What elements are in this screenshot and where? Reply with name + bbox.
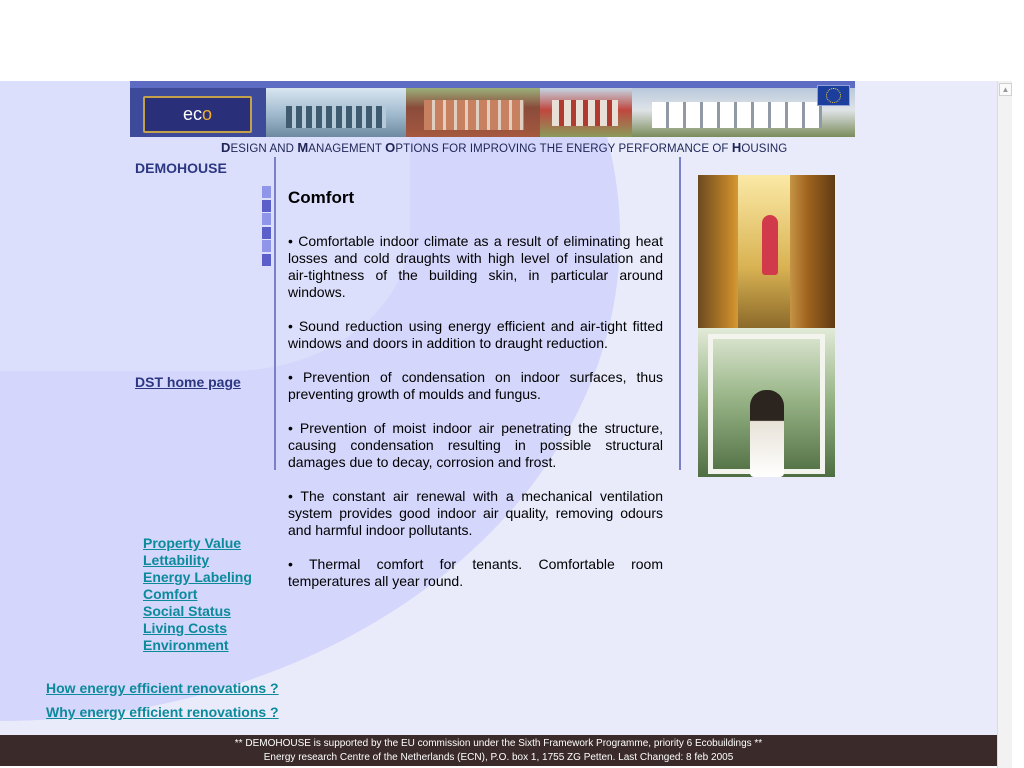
topic-navigation — [143, 535, 252, 654]
scroll-up-icon[interactable]: ▲ — [999, 83, 1012, 96]
tagline-cap-3: O — [385, 140, 396, 155]
bullet-condensation: • Prevention of condensation on indoor surfaces, thus preventing growth of moulds and fungus. — [288, 369, 663, 402]
bullet-thermal: • Thermal comfort for tenants. Comfortable room temperatures all year round. — [288, 556, 663, 589]
nav-lettability[interactable]: Lettability — [143, 552, 210, 568]
tagline-text-1: ESIGN AND — [230, 143, 298, 155]
vertical-scrollbar[interactable] — [997, 81, 1012, 768]
nav-energy-labeling[interactable]: Energy Labeling — [143, 569, 252, 585]
tagline-text-4: OUSING — [741, 143, 788, 155]
nav-environment[interactable]: Environment — [143, 637, 229, 653]
bullet-moisture: • Prevention of moist indoor air penetrating the structure, causing condensation resulting in possible structural damages due to decay, corrosion and frost. — [288, 420, 663, 470]
photo-girl-at-door — [698, 175, 835, 328]
decorative-squares — [262, 186, 271, 267]
why-renovations-link[interactable]: Why energy efficient renovations ? — [46, 704, 279, 720]
footer — [0, 735, 997, 766]
nav-property-value[interactable]: Property Value — [143, 535, 242, 551]
page-title: Comfort — [288, 188, 355, 207]
nav-living-costs[interactable]: Living Costs — [143, 620, 228, 636]
square-3 — [262, 213, 271, 225]
square-2 — [262, 200, 271, 212]
square-5 — [262, 240, 271, 252]
tagline — [221, 140, 787, 155]
how-renovations-link[interactable]: How energy efficient renovations ? — [46, 680, 279, 696]
ecobuildings-logo[interactable] — [143, 96, 252, 133]
footer-line-1: ** DEMOHOUSE is supported by the EU commission under the Sixth Framework Programme, priority 6 Ecobuildings ** — [234, 738, 763, 749]
tagline-cap-4: H — [731, 140, 742, 155]
divider-right — [679, 157, 681, 470]
nav-comfort[interactable]: Comfort — [143, 586, 198, 602]
girl-figure — [762, 215, 778, 275]
photo-woman-at-window — [698, 328, 835, 477]
woman-figure — [750, 390, 784, 477]
logo-text-o: o — [202, 104, 213, 124]
banner-photo-apartments — [540, 88, 632, 137]
square-4 — [262, 227, 271, 239]
tagline-text-2: ANAGEMENT — [308, 143, 386, 155]
square-6 — [262, 254, 271, 266]
bullet-climate: • Comfortable indoor climate as a result of eliminating heat losses and cold draughts with high level of insulation and air-tightness of the building skin, in particular around windows. — [288, 233, 663, 300]
tagline-cap-1: D — [221, 140, 231, 155]
bullet-ventilation: • The constant air renewal with a mechanical ventilation system provides good indoor air quality, removing odours and harmful indoor pollutants. — [288, 488, 663, 538]
nav-social-status[interactable]: Social Status — [143, 603, 231, 619]
tagline-text-3: PTIONS FOR IMPROVING THE ENERGY PERFORMANCE OF — [395, 143, 732, 155]
bullet-sound: • Sound reduction using energy efficient and air-tight fitted windows and doors in addition to draught reduction. — [288, 318, 663, 351]
tagline-cap-2: M — [297, 140, 309, 155]
banner-strip — [130, 81, 855, 88]
eu-stars-icon — [826, 88, 841, 103]
square-1 — [262, 186, 271, 198]
dst-home-link[interactable]: DST home page — [135, 374, 241, 390]
banner-photo-glass-building — [266, 88, 406, 137]
footer-line-2: Energy research Centre of the Netherlands (ECN), P.O. box 1, 1755 ZG Petten. Last Changed: 8 feb 2005 — [263, 752, 734, 763]
demohouse-title: DEMOHOUSE — [135, 160, 227, 176]
divider-left — [274, 157, 276, 470]
eu-flag-icon — [817, 85, 850, 106]
header-banner — [130, 81, 855, 137]
banner-photo-brick-building — [406, 88, 540, 137]
logo-text-prefix: ec — [182, 104, 202, 124]
main-content — [288, 187, 663, 607]
